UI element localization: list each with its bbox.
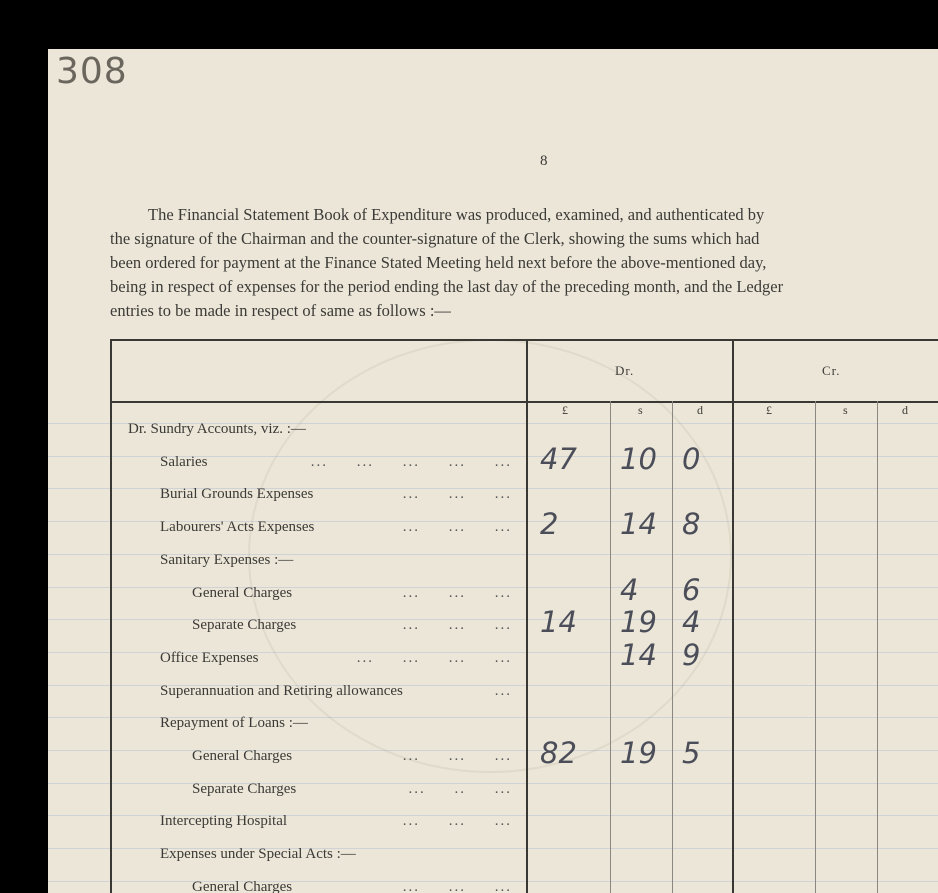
- handwritten-pence: 8: [682, 507, 701, 541]
- handwritten-pence: 4: [682, 605, 701, 639]
- leader-dots: ... .. ...: [408, 781, 512, 797]
- handwritten-pence: 6: [682, 573, 701, 607]
- row-label: Superannuation and Retiring allowances: [160, 683, 403, 699]
- leader-dots: ... ... ...: [402, 813, 512, 829]
- table-row: [110, 417, 938, 450]
- table-row: [110, 842, 938, 875]
- paragraph-line: been ordered for payment at the Finance Stated Meeting held next before the above-mentioned day,: [110, 253, 767, 272]
- dr-shillings-header: s: [638, 403, 643, 417]
- leader-dots: ... ... ... ...: [356, 650, 512, 666]
- cr-shillings-header: s: [843, 403, 848, 417]
- row-label: Intercepting Hospital: [160, 813, 288, 829]
- leader-dots: ... ... ...: [402, 617, 512, 633]
- handwritten-shillings: 14: [620, 638, 657, 672]
- page-number: 8: [540, 153, 548, 169]
- handwritten-pounds: 14: [540, 605, 577, 639]
- handwritten-pence: 0: [682, 442, 701, 476]
- cr-pence-header: d: [902, 403, 908, 417]
- paragraph-line: entries to be made in respect of same as follows :—: [110, 301, 451, 320]
- row-label: General Charges: [192, 585, 293, 601]
- table-row: [110, 736, 938, 777]
- expenditure-table: [110, 339, 938, 893]
- table-row: [110, 679, 938, 712]
- table-row: [110, 875, 938, 893]
- leader-dots: ...: [494, 683, 512, 699]
- dr-pounds-header: £: [562, 403, 568, 417]
- table-row: [110, 638, 938, 679]
- row-label: Sanitary Expenses :—: [160, 552, 294, 568]
- row-label: Labourers' Acts Expenses: [160, 519, 315, 535]
- leader-dots: ... ... ...: [402, 486, 512, 502]
- leader-dots: ... ... ...: [402, 879, 512, 893]
- row-label: Expenses under Special Acts :—: [160, 846, 356, 862]
- table-row: [110, 777, 938, 810]
- leader-dots: ... ... ... ... ...: [310, 454, 512, 470]
- handwritten-pounds: 2: [540, 507, 559, 541]
- row-label: Office Expenses: [160, 650, 259, 666]
- table-row: [110, 573, 938, 614]
- handwritten-shillings: 4: [620, 573, 639, 607]
- handwritten-shillings: 10: [620, 442, 657, 476]
- table-row: [110, 548, 938, 581]
- row-label: Separate Charges: [192, 781, 297, 797]
- dr-pence-header: d: [697, 403, 703, 417]
- paragraph-line: The Financial Statement Book of Expenditure was produced, examined, and authenticated by: [148, 205, 765, 224]
- dr-header: Dr.: [615, 363, 635, 378]
- leader-dots: ... ... ...: [402, 519, 512, 535]
- row-label: Separate Charges: [192, 617, 297, 633]
- handwritten-pence: 9: [682, 638, 701, 672]
- row-label: Salaries: [160, 454, 208, 470]
- paragraph-line: the signature of the Chairman and the counter-signature of the Clerk, showing the sums which had: [110, 229, 760, 248]
- row-label: Dr. Sundry Accounts, viz. :—: [128, 421, 306, 437]
- row-label: Burial Grounds Expenses: [160, 486, 314, 502]
- handwritten-pounds: 82: [540, 736, 577, 770]
- row-label: General Charges: [192, 748, 293, 764]
- handwritten-shillings: 14: [620, 507, 657, 541]
- table-top-rule: [110, 339, 938, 341]
- table-row: [110, 809, 938, 842]
- intro-paragraph: [110, 203, 938, 323]
- handwritten-shillings: 19: [620, 736, 657, 770]
- leader-dots: ... ... ...: [402, 585, 512, 601]
- row-label: General Charges: [192, 879, 293, 893]
- ledger-page: [48, 49, 938, 893]
- folio-number: 308: [56, 51, 128, 92]
- table-row: [110, 711, 938, 744]
- cr-header: Cr.: [822, 363, 841, 378]
- handwritten-shillings: 19: [620, 605, 657, 639]
- handwritten-pence: 5: [682, 736, 701, 770]
- cr-pounds-header: £: [766, 403, 772, 417]
- table-row: [110, 605, 938, 646]
- handwritten-pounds: 47: [540, 442, 577, 476]
- paragraph-line: being in respect of expenses for the period ending the last day of the preceding month, and the Ledger: [110, 277, 784, 296]
- table-row: [110, 507, 938, 548]
- table-row: [110, 442, 938, 483]
- table-row: [110, 482, 938, 515]
- header-bottom-rule: [110, 401, 938, 403]
- row-label: Repayment of Loans :—: [160, 715, 308, 731]
- leader-dots: ... ... ...: [402, 748, 512, 764]
